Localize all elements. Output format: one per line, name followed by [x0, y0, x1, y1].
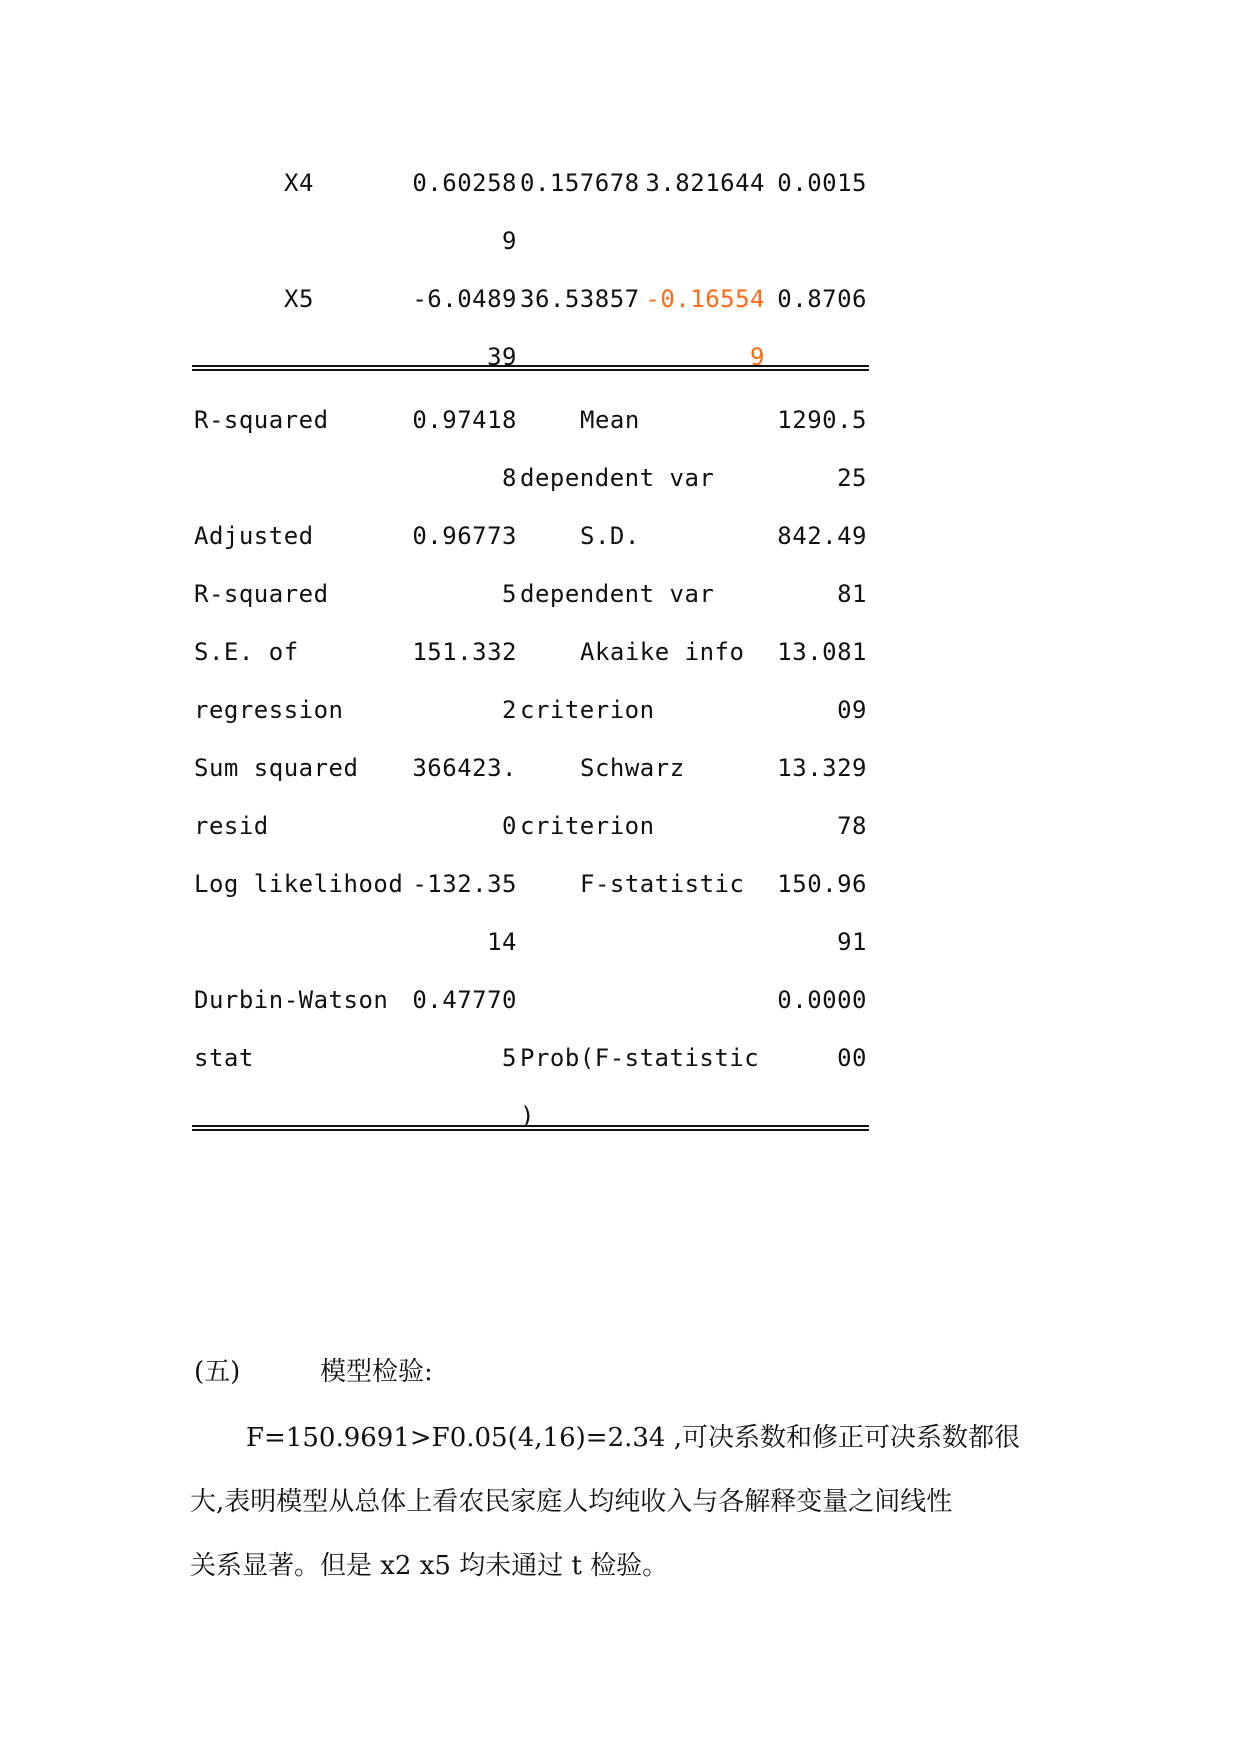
table-row-x5 [0, 279, 1241, 319]
section-number: (五) [194, 1357, 241, 1387]
paragraph-line: 大,表明模型从总体上看农民家庭人均纯收入与各解释变量之间线性 [190, 1487, 953, 1517]
prob-value: 0.0015 [777, 169, 867, 197]
stat-value: -132.35 [412, 870, 517, 898]
stat-label: Schwarz [580, 754, 685, 782]
stat-value-wrap: 5 [502, 580, 517, 608]
summary-row-adjusted-r-squared [0, 516, 1241, 556]
stat-label: Log likelihood [194, 870, 404, 898]
stat-value-wrap: 09 [837, 696, 867, 724]
stat-value-wrap: 5 [502, 1044, 517, 1072]
stat-value: 0.97418 [412, 406, 517, 434]
stat-label-wrap: R-squared [194, 580, 329, 608]
stat-label: Mean [580, 406, 640, 434]
stat-label: Adjusted [194, 522, 314, 550]
stat-value: 13.081 [777, 638, 867, 666]
stat-value: 0.47770 [412, 986, 517, 1014]
summary-row-r-squared-wrap [0, 458, 1241, 498]
paragraph-line: 关系显著。但是 x2 x5 均未通过 t 检验。 [190, 1551, 669, 1581]
t-statistic-value-wrap-highlighted: 9 [750, 343, 765, 371]
summary-row-log-likelihood-wrap [0, 922, 1241, 962]
prob-value: 0.8706 [777, 285, 867, 313]
summary-row-log-likelihood [0, 864, 1241, 904]
stat-value-wrap: 8 [502, 464, 517, 492]
section-heading [194, 1352, 433, 1392]
stat-label: Durbin-Watson [194, 986, 389, 1014]
stat-value-wrap: 78 [837, 812, 867, 840]
std-error-value: 36.53857 [520, 285, 640, 313]
stat-value-wrap: 14 [487, 928, 517, 956]
coefficient-value: 0.60258 [412, 169, 517, 197]
table-row-x4-wrap [0, 221, 1241, 261]
summary-row-durbin-watson-wrap [0, 1038, 1241, 1078]
summary-row-r-squared [0, 400, 1241, 440]
stat-value-wrap: 81 [837, 580, 867, 608]
section-title: 模型检验: [320, 1357, 433, 1387]
stat-label-wrap: dependent var [520, 464, 715, 492]
stat-value: 13.329 [777, 754, 867, 782]
summary-row-sum-squared-resid [0, 748, 1241, 788]
variable-name: X4 [284, 169, 314, 197]
stat-value-wrap: 00 [837, 1044, 867, 1072]
stat-value-wrap: 2 [502, 696, 517, 724]
stat-label-wrap: criterion [520, 812, 655, 840]
stat-label-wrap: Prob(F-statistic [520, 1044, 760, 1072]
stat-label-wrap: regression [194, 696, 344, 724]
stat-label-wrap: dependent var [520, 580, 715, 608]
stat-label: S.E. of [194, 638, 299, 666]
stat-label-wrap: ) [520, 1102, 535, 1130]
coefficient-value: -6.0489 [412, 285, 517, 313]
paragraph-line: F=150.9691>F0.05(4,16)=2.34 ,可决系数和修正可决系数都很 [246, 1423, 1020, 1453]
stat-value: 151.332 [412, 638, 517, 666]
stat-value: 1290.5 [777, 406, 867, 434]
table-double-rule-bottom [192, 1125, 869, 1131]
t-statistic-value: 3.821644 [645, 169, 765, 197]
stat-value: 0.0000 [777, 986, 867, 1014]
stat-label: R-squared [194, 406, 329, 434]
summary-row-durbin-watson [0, 980, 1241, 1020]
stat-label: Sum squared [194, 754, 359, 782]
stat-label: Akaike info [580, 638, 745, 666]
stat-value: 366423. [412, 754, 517, 782]
table-row-x4 [0, 163, 1241, 203]
stat-label: S.D. [580, 522, 640, 550]
variable-name: X5 [284, 285, 314, 313]
stat-label-wrap: stat [194, 1044, 254, 1072]
coefficient-value-wrap: 39 [487, 343, 517, 371]
stat-value: 150.96 [777, 870, 867, 898]
stat-label-wrap: resid [194, 812, 269, 840]
table-double-rule-top [192, 365, 869, 371]
stat-label: F-statistic [580, 870, 745, 898]
summary-row-se-regression [0, 632, 1241, 672]
coefficient-value-wrap: 9 [502, 227, 517, 255]
summary-row-se-regression-wrap [0, 690, 1241, 730]
stat-value: 842.49 [777, 522, 867, 550]
summary-row-sum-squared-resid-wrap [0, 806, 1241, 846]
stat-label-wrap: criterion [520, 696, 655, 724]
summary-row-adjusted-r-squared-wrap [0, 574, 1241, 614]
t-statistic-value-highlighted: -0.16554 [645, 285, 765, 313]
stat-value-wrap: 0 [502, 812, 517, 840]
stat-value: 0.96773 [412, 522, 517, 550]
table-row-x5-wrap [0, 337, 1241, 377]
stat-value-wrap: 25 [837, 464, 867, 492]
stat-value-wrap: 91 [837, 928, 867, 956]
std-error-value: 0.157678 [520, 169, 640, 197]
